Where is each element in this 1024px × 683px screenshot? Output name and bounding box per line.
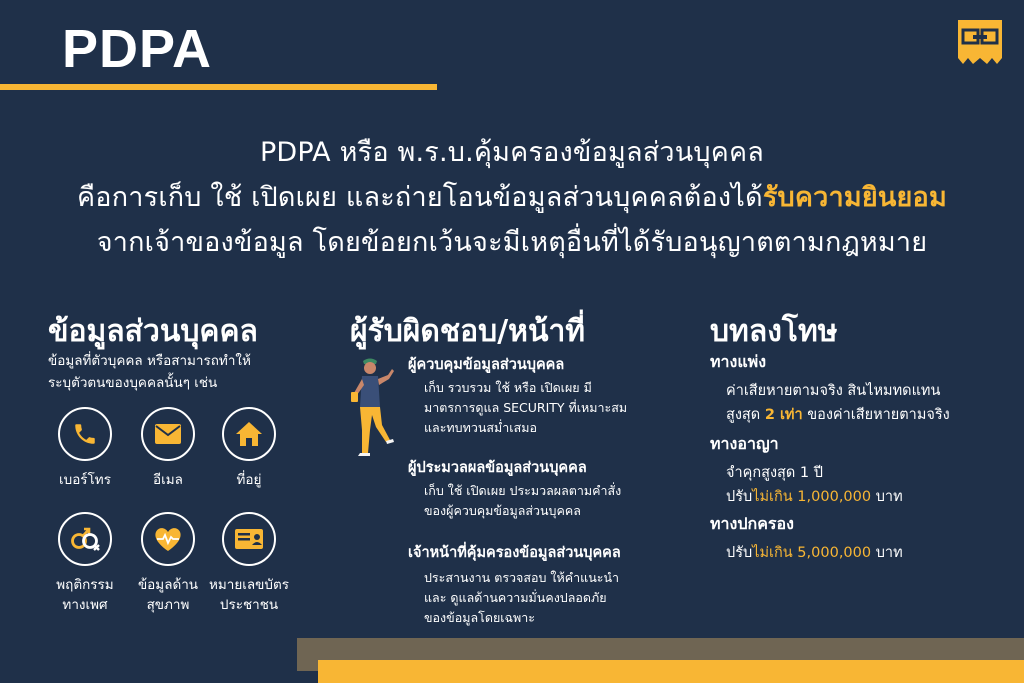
personal-data-title: ข้อมูลส่วนบุคคล bbox=[48, 314, 258, 349]
email-label: อีเมล bbox=[153, 472, 183, 488]
health-label-line-1: ข้อมูลด้าน bbox=[137, 577, 199, 593]
criminal-fine-highlight: ไม่เกิน 1,000,000 bbox=[752, 489, 872, 505]
processor-role bbox=[408, 456, 668, 521]
criminal-line-2 bbox=[726, 485, 1010, 509]
civil-multiplier-highlight: 2 เท่า bbox=[764, 407, 803, 423]
admin-title: ทางปกครอง bbox=[710, 514, 794, 533]
page-title: PDPA bbox=[62, 19, 213, 79]
personal-data-description bbox=[48, 350, 308, 394]
criminal-line-1: จำคุกสูงสุด 1 ปี bbox=[726, 465, 823, 481]
mail-icon bbox=[141, 407, 195, 461]
admin-line-1-prefix: ปรับ bbox=[726, 545, 753, 561]
admin-penalty bbox=[710, 512, 1010, 565]
id-card-label bbox=[199, 575, 299, 615]
admin-line-1 bbox=[726, 541, 1010, 565]
title-underline bbox=[0, 84, 437, 90]
criminal-line-2-suffix: บาท bbox=[875, 489, 903, 505]
civil-title: ทางแพ่ง bbox=[710, 352, 767, 371]
id-card-label-line-1: หมายเลขบัตร bbox=[209, 577, 289, 593]
civil-penalty bbox=[710, 350, 1010, 427]
controller-role bbox=[408, 353, 668, 438]
id-card-icon bbox=[222, 512, 276, 566]
law-logo-icon bbox=[956, 18, 1004, 66]
criminal-line-2-prefix: ปรับ bbox=[726, 489, 753, 505]
civil-line-2-prefix: สูงสุด bbox=[726, 407, 761, 423]
address-label: ที่อยู่ bbox=[236, 472, 262, 488]
dpo-desc-line-3: ของข้อมูลโดยเฉพาะ bbox=[424, 610, 536, 625]
dpo-desc-line-1: ประสานงาน ตรวจสอบ ให้คำแนะนำ bbox=[424, 570, 620, 585]
decor-bar-gold bbox=[318, 660, 1024, 683]
controller-desc-line-1: เก็บ รวบรวม ใช้ หรือ เปิดเผย มี bbox=[424, 380, 592, 395]
dpo-title: เจ้าหน้าที่คุ้มครองข้อมูลส่วนบุคคล bbox=[408, 545, 621, 561]
phone-label: เบอร์โทร bbox=[59, 472, 111, 488]
intro-line-2-text: คือการเก็บ ใช้ เปิดเผย และถ่ายโอนข้อมูลส่วนบุคคลต้องได้ bbox=[77, 182, 763, 213]
processor-desc-line-2: ของผู้ควบคุมข้อมูลส่วนบุคคล bbox=[424, 503, 581, 518]
criminal-title: ทางอาญา bbox=[710, 434, 779, 453]
gender-label-line-2: ทางเพศ bbox=[62, 597, 108, 613]
gender-icon bbox=[58, 512, 112, 566]
gender-label-line-1: พฤติกรรม bbox=[56, 577, 114, 593]
personal-desc-line-2: ระบุตัวตนของบุคคลนั้นๆ เช่น bbox=[48, 375, 218, 391]
personal-desc-line-1: ข้อมูลที่ตัวบุคคล หรือสามารถทำให้ bbox=[48, 353, 251, 369]
controller-desc-line-2: มาตรการดูแล SECURITY ที่เหมาะสม bbox=[424, 400, 628, 415]
dpo-desc-line-2: และ ดูแลด้านความมั่นคงปลอดภัย bbox=[424, 590, 607, 605]
intro-line-1: PDPA หรือ พ.ร.บ.คุ้มครองข้อมูลส่วนบุคคล bbox=[259, 137, 765, 168]
phone-icon bbox=[58, 407, 112, 461]
dpo-role bbox=[408, 541, 678, 628]
person-illustration bbox=[348, 355, 400, 460]
civil-line-1: ค่าเสียหายตามจริง สินไหมทดแทน bbox=[726, 383, 941, 399]
home-icon bbox=[222, 407, 276, 461]
civil-line-2 bbox=[726, 403, 1010, 427]
admin-fine-highlight: ไม่เกิน 5,000,000 bbox=[752, 545, 872, 561]
health-icon bbox=[141, 512, 195, 566]
processor-desc-line-1: เก็บ ใช้ เปิดเผย ประมวลผลตามคำสั่ง bbox=[424, 483, 622, 498]
controller-desc-line-3: และทบทวนสม่ำเสมอ bbox=[424, 420, 537, 435]
criminal-penalty bbox=[710, 432, 1010, 509]
penalties-title: บทลงโทษ bbox=[710, 314, 838, 349]
intro-line-3: จากเจ้าของข้อมูล โดยข้อยกเว้นจะมีเหตุอื่นที่ได้รับอนุญาตตามกฎหมาย bbox=[96, 227, 928, 258]
admin-line-1-suffix: บาท bbox=[875, 545, 903, 561]
responsibilities-title: ผู้รับผิดชอบ/หน้าที่ bbox=[350, 314, 586, 349]
intro-line-2 bbox=[0, 175, 1024, 218]
consent-highlight: รับความยินยอม bbox=[762, 182, 947, 213]
civil-line-2-suffix: ของค่าเสียหายตามจริง bbox=[807, 407, 950, 423]
gender-label bbox=[40, 575, 130, 615]
controller-title: ผู้ควบคุมข้อมูลส่วนบุคคล bbox=[408, 357, 565, 373]
id-card-label-line-2: ประชาชน bbox=[219, 597, 279, 613]
processor-title: ผู้ประมวลผลข้อมูลส่วนบุคคล bbox=[408, 460, 587, 476]
health-label-line-2: สุขภาพ bbox=[146, 597, 190, 613]
